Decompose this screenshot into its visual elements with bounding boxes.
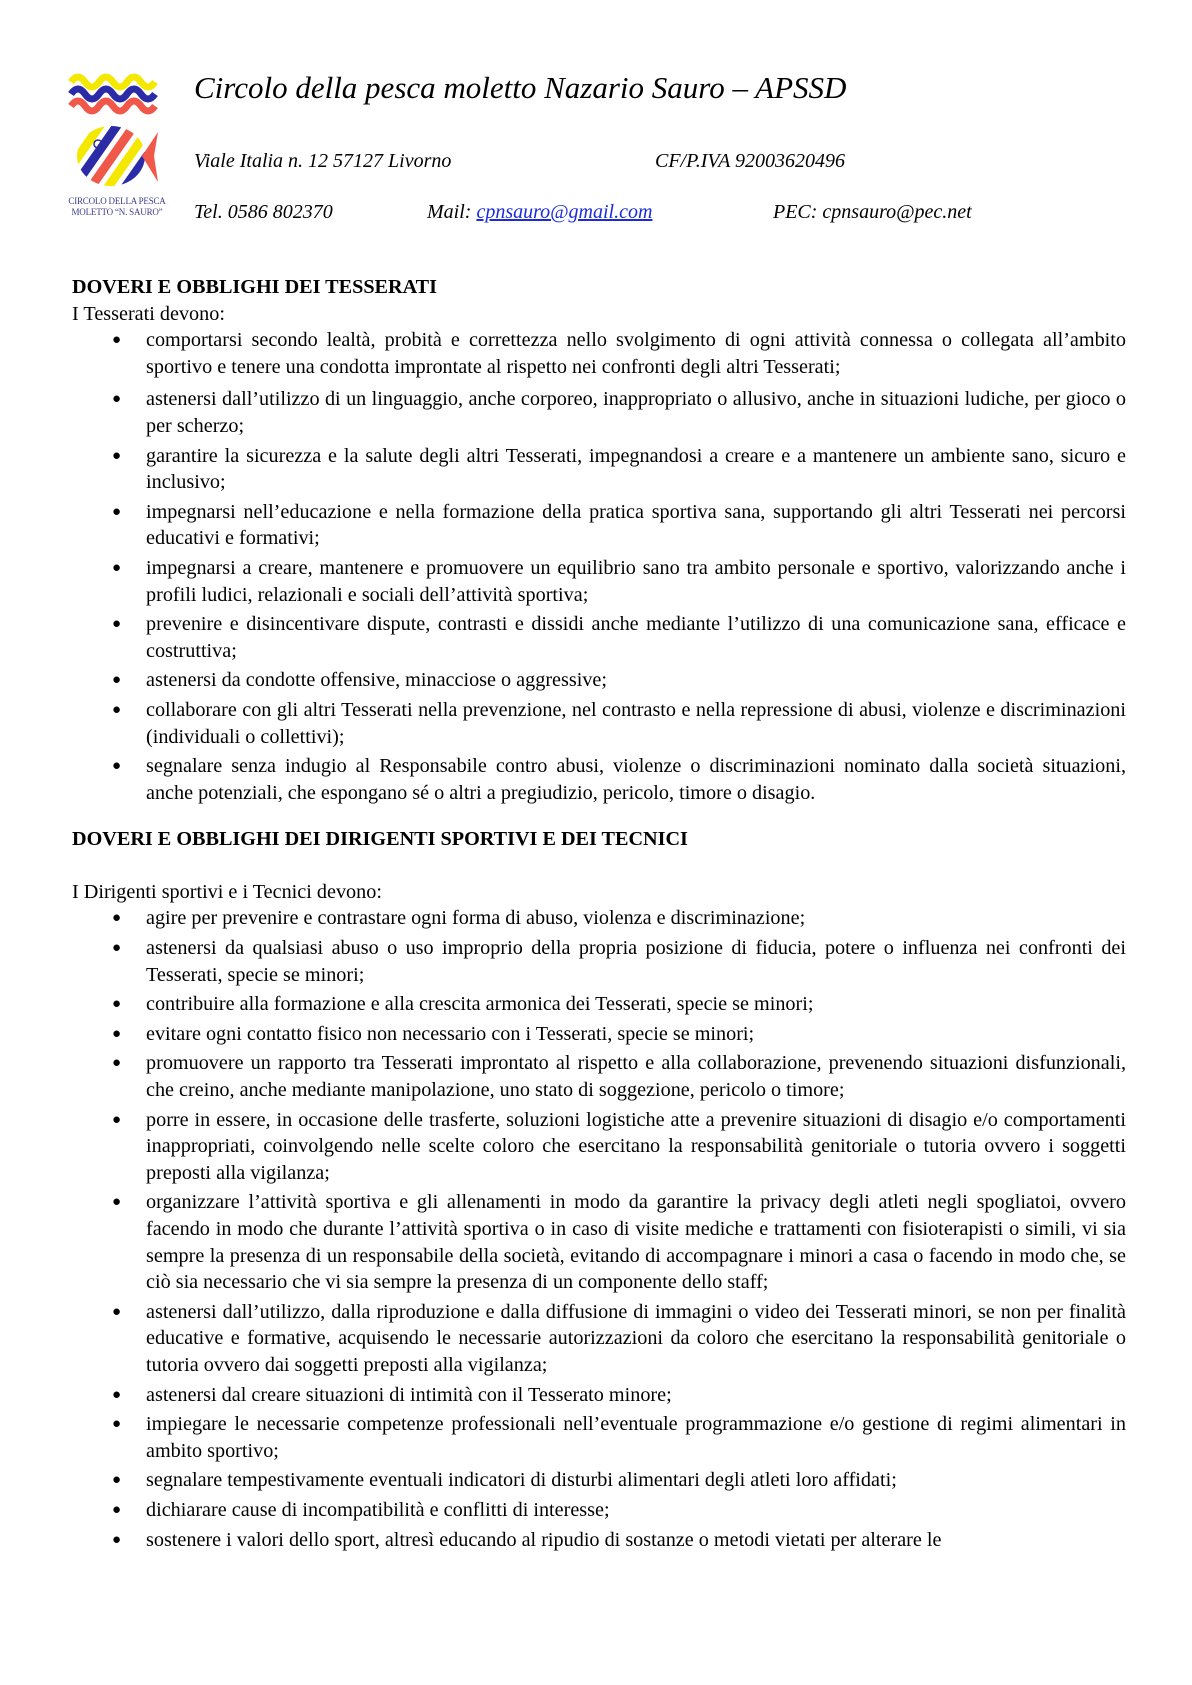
bullet-icon: ● bbox=[112, 503, 122, 520]
duties-list bbox=[72, 905, 1126, 1553]
bullet-icon: ● bbox=[112, 701, 122, 718]
list-item: ● contribuire alla formazione e alla crescita armonica dei Tesserati, specie se minori; bbox=[72, 991, 1126, 1018]
list-item: ● comportarsi secondo lealtà, probità e correttezza nello svolgimento di ogni attività connessa o collegata all’ambito sportivo e tenere una condotta improntate al rispetto nei confronti degli altri Tesserati; bbox=[112, 329, 1126, 378]
bullet-icon: ● bbox=[112, 910, 122, 927]
bullet-icon: ● bbox=[112, 1111, 122, 1128]
list-item: ● astenersi dal creare situazioni di intimità con il Tesserato minore; bbox=[72, 1382, 1126, 1409]
mail-link[interactable]: cpnsauro@gmail.com bbox=[476, 201, 653, 223]
list-item: ● agire per prevenire e contrastare ogni forma di abuso, violenza e discriminazione; bbox=[72, 905, 1126, 932]
bullet-icon: ● bbox=[112, 996, 122, 1013]
bullet-icon: ● bbox=[112, 1501, 122, 1518]
list-item: ● segnalare senza indugio al Responsabile contro abusi, violenze o discriminazioni nominato dalla società situazioni, anche potenziali, che espongano sé o altri a pregiudizio, pericolo, timore o disagio. bbox=[112, 755, 1126, 804]
list-item: ● impegnarsi nell’educazione e nella formazione della pratica sportiva sana, supportando gli altri Tesserati nei percorsi educativi e formativi; bbox=[112, 500, 1126, 550]
logo-caption-line1: CIRCOLO DELLA PESCA bbox=[68, 196, 166, 206]
bullet-icon: ● bbox=[112, 559, 122, 576]
logo-caption bbox=[58, 196, 176, 218]
list-item: ● astenersi dall’utilizzo, dalla riproduzione e dalla diffusione di immagini o video dei Tesserati minori, se non per finalità educative e formative, acquisendo le necessarie autorizzazioni da coloro che esercitano la responsabilità genitoriale o tutoria ovvero dai soggetti preposti alla vigilanza; bbox=[112, 1300, 1126, 1376]
bullet-icon: ● bbox=[112, 758, 122, 775]
bullet-icon: ● bbox=[112, 391, 122, 408]
pec: PEC: cpnsauro@pec.net bbox=[773, 201, 972, 223]
bullet-icon: ● bbox=[112, 1531, 122, 1548]
logo-caption-line2: MOLETTO “N. SAURO” bbox=[71, 207, 163, 217]
bullet-icon: ● bbox=[112, 1472, 122, 1489]
tax-id: CF/P.IVA 92003620496 bbox=[655, 150, 845, 172]
list-item: ● impegnarsi a creare, mantenere e promuovere un equilibrio sano tra ambito personale e sportivo, valorizzando anche i profili ludici, relazionali e sociali dell’attività sportiva; bbox=[112, 556, 1126, 606]
list-item: ● organizzare l’attività sportiva e gli allenamenti in modo da garantire la privacy degli atleti negli spogliatoi, ovvero facendo in modo che durante l’attività sportiva o in caso di visite mediche e trattamenti con fisioterapisti o simili, vi sia sempre la presenza di un responsabile della società, evitando di accompagnare i minori a casa o facendo in modo che, se ciò sia necessario che vi sia sempre la presenza di un componente dello staff; bbox=[112, 1191, 1126, 1294]
bullet-icon: ● bbox=[112, 1386, 122, 1403]
list-item: ● porre in essere, in occasione delle trasferte, soluzioni logistiche atte a prevenire situazioni di disagio e/o comportamenti inappropriati, coinvolgendo nelle scelte coloro che esercitano la responsabilità genitoriale o tutoria ovvero i soggetti preposti alla vigilanza; bbox=[112, 1108, 1126, 1184]
section-intro: I Tesserati devono: bbox=[72, 302, 225, 325]
list-item: ● astenersi da qualsiasi abuso o uso improprio della propria posizione di fiducia, potere o influenza nei confronti dei Tesserati, specie se minori; bbox=[112, 937, 1126, 986]
bullet-icon: ● bbox=[112, 1055, 122, 1072]
list-item: ● segnalare tempestivamente eventuali indicatori di disturbi alimentari degli atleti loro affidati; bbox=[72, 1467, 1126, 1494]
bullet-icon: ● bbox=[112, 1025, 122, 1042]
organization-title: Circolo della pesca moletto Nazario Sauro – APSSD bbox=[194, 70, 847, 105]
bullet-icon: ● bbox=[112, 1303, 122, 1320]
phone: Tel. 0586 802370 bbox=[194, 201, 333, 223]
bullet-icon: ● bbox=[112, 672, 122, 689]
bullet-icon: ● bbox=[112, 1416, 122, 1433]
list-item: ● astenersi da condotte offensive, minacciose o aggressive; bbox=[72, 667, 1126, 694]
list-item: ● evitare ogni contatto fisico non necessario con i Tesserati, specie se minori; bbox=[72, 1021, 1126, 1048]
list-item: ● impiegare le necessarie competenze professionali nell’eventuale programmazione e/o gestione di regimi alimentari in ambito sportivo; bbox=[112, 1413, 1126, 1462]
section-intro: I Dirigenti sportivi e i Tecnici devono: bbox=[72, 880, 382, 903]
document-body bbox=[72, 274, 1126, 1556]
list-item: ● promuovere un rapporto tra Tesserati improntato al rispetto e alla collaborazione, prevenendo situazioni disfunzionali, che creino, anche mediante manipolazione, uno stato di soggezione, pericolo o timore; bbox=[112, 1052, 1126, 1102]
bullet-icon: ● bbox=[112, 940, 122, 957]
list-item: ● sostenere i valori dello sport, altresì educando al ripudio di sostanze o metodi vietati per alterare le bbox=[72, 1527, 1126, 1554]
section-heading: DOVERI E OBBLIGHI DEI DIRIGENTI SPORTIVI E DEI TECNICI bbox=[72, 828, 688, 851]
list-item: ● astenersi dall’utilizzo di un linguaggio, anche corporeo, inappropriato o allusivo, anche in situazioni ludiche, per gioco o per scherzo; bbox=[112, 388, 1126, 437]
section-dirigenti-tecnici bbox=[72, 826, 1126, 1553]
list-item: ● collaborare con gli altri Tesserati nella prevenzione, nel contrasto e nella repressione di abusi, violenze e discriminazioni (individuali o collettivi); bbox=[112, 698, 1126, 748]
bullet-icon: ● bbox=[112, 1194, 122, 1211]
list-item: ● garantire la sicurezza e la salute degli altri Tesserati, impegnandosi a creare e a mantenere un ambiente sano, sicuro e inclusivo; bbox=[112, 444, 1126, 494]
list-item: ● dichiarare cause di incompatibilità e conflitti di interesse; bbox=[72, 1497, 1126, 1524]
section-tesserati bbox=[72, 274, 1126, 806]
fish-waves-logo-icon bbox=[66, 70, 166, 200]
address: Viale Italia n. 12 57127 Livorno bbox=[194, 150, 452, 172]
bullet-icon: ● bbox=[112, 447, 122, 464]
section-heading: DOVERI E OBBLIGHI DEI TESSERATI bbox=[72, 276, 437, 298]
list-item: ● prevenire e disincentivare dispute, contrasti e dissidi anche mediante l’utilizzo di una comunicazione sana, efficace e costruttiva; bbox=[112, 613, 1126, 662]
mail bbox=[427, 201, 652, 224]
bullet-icon: ● bbox=[112, 332, 122, 349]
mail-label: Mail: bbox=[427, 201, 477, 223]
bullet-icon: ● bbox=[112, 616, 122, 633]
duties-list bbox=[72, 327, 1126, 806]
